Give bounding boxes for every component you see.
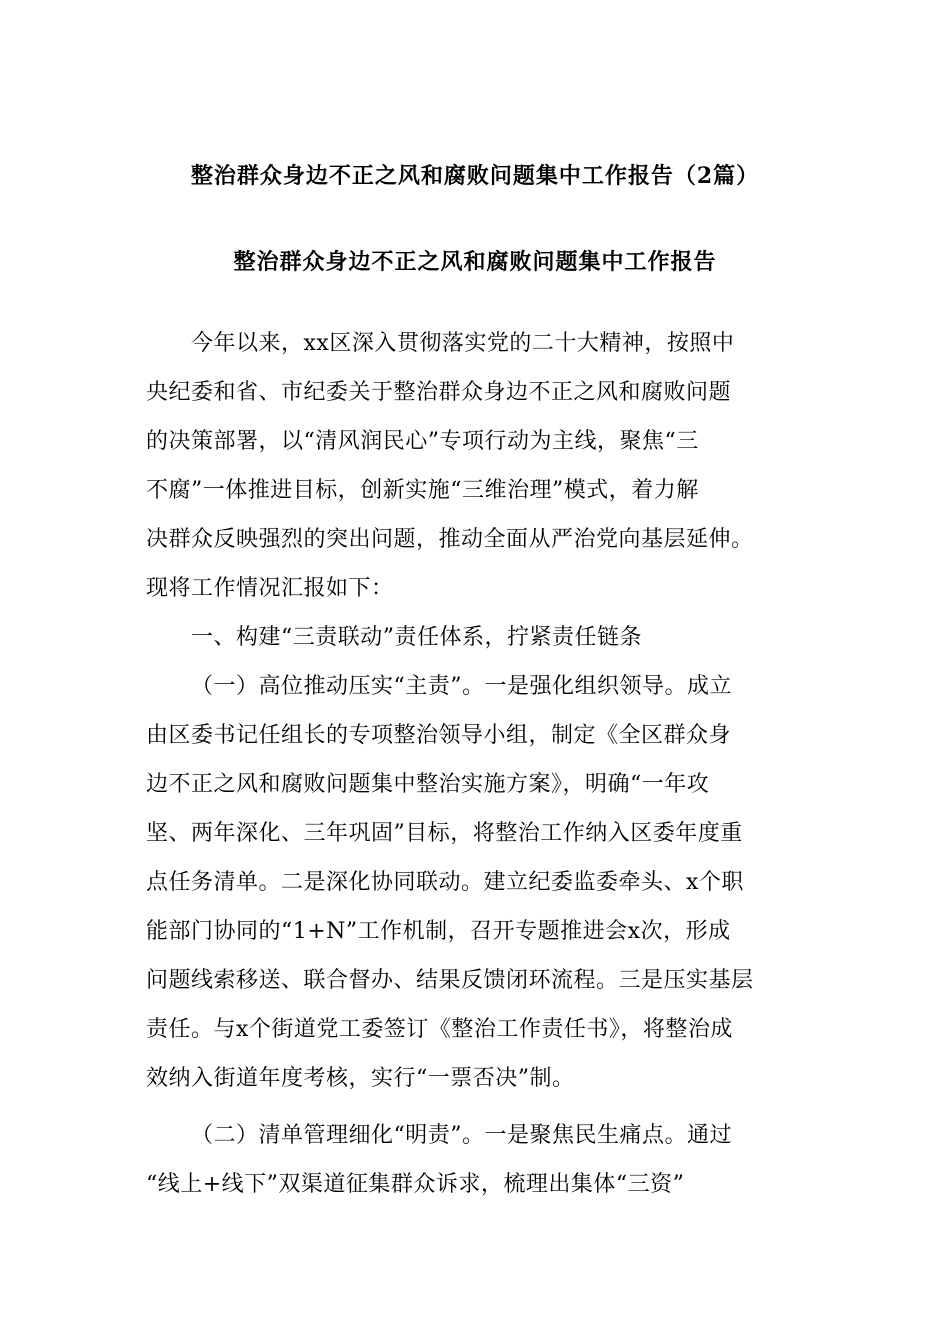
report-subtitle: 整治群众身边不正之风和腐败问题集中工作报告 [233, 249, 717, 275]
body-line: 点任务清单。二是深化协同联动。建立纪委监委牵头、x个职 [146, 870, 744, 895]
body-line: 边不正之风和腐败问题集中整治实施方案》，明确“一年攻 [146, 772, 710, 797]
body-line: 现将工作情况汇报如下： [146, 576, 394, 601]
body-line: 效纳入街道年度考核，实行“一票否决”制。 [146, 1066, 575, 1091]
document-title: 整治群众身边不正之风和腐败问题集中工作报告（2篇） [190, 163, 760, 189]
body-line: 问题线索移送、联合督办、结果反馈闭环流程。三是压实基层 [146, 968, 754, 993]
paragraph-gap [146, 1103, 806, 1111]
body-line: 坚、两年深化、三年巩固”目标，将整治工作纳入区委年度重 [146, 821, 743, 846]
body-line: “线上+线下”双渠道征集群众诉求，梳理出集体“三资” [146, 1172, 685, 1197]
report-body [146, 319, 806, 1209]
body-line: 由区委书记任组长的专项整治领导小组，制定《全区群众身 [146, 723, 732, 748]
body-line: 央纪委和省、市纪委关于整治群众身边不正之风和腐败问题 [146, 380, 732, 405]
body-line: 今年以来，xx区深入贯彻落实党的二十大精神，按照中 [191, 331, 735, 356]
section-heading: 一、构建“三责联动”责任体系，拧紧责任链条 [191, 625, 642, 650]
body-line: 决群众反映强烈的突出问题，推动全面从严治党向基层延伸。 [146, 527, 754, 552]
body-line: （二）清单管理细化“明责”。一是聚焦民生痛点。通过 [191, 1123, 732, 1148]
body-line: （一）高位推动压实“主责”。一是强化组织领导。成立 [191, 674, 732, 699]
body-line: 不腐”一体推进目标，创新实施“三维治理”模式，着力解 [146, 478, 699, 503]
body-line: 的决策部署，以“清风润民心”专项行动为主线，聚焦“三 [146, 429, 699, 454]
body-line: 责任。与x个街道党工委签订《整治工作责任书》，将整治成 [146, 1017, 733, 1042]
body-line: 能部门协同的“1+N”工作机制，召开专题推进会x次，形成 [146, 919, 731, 944]
